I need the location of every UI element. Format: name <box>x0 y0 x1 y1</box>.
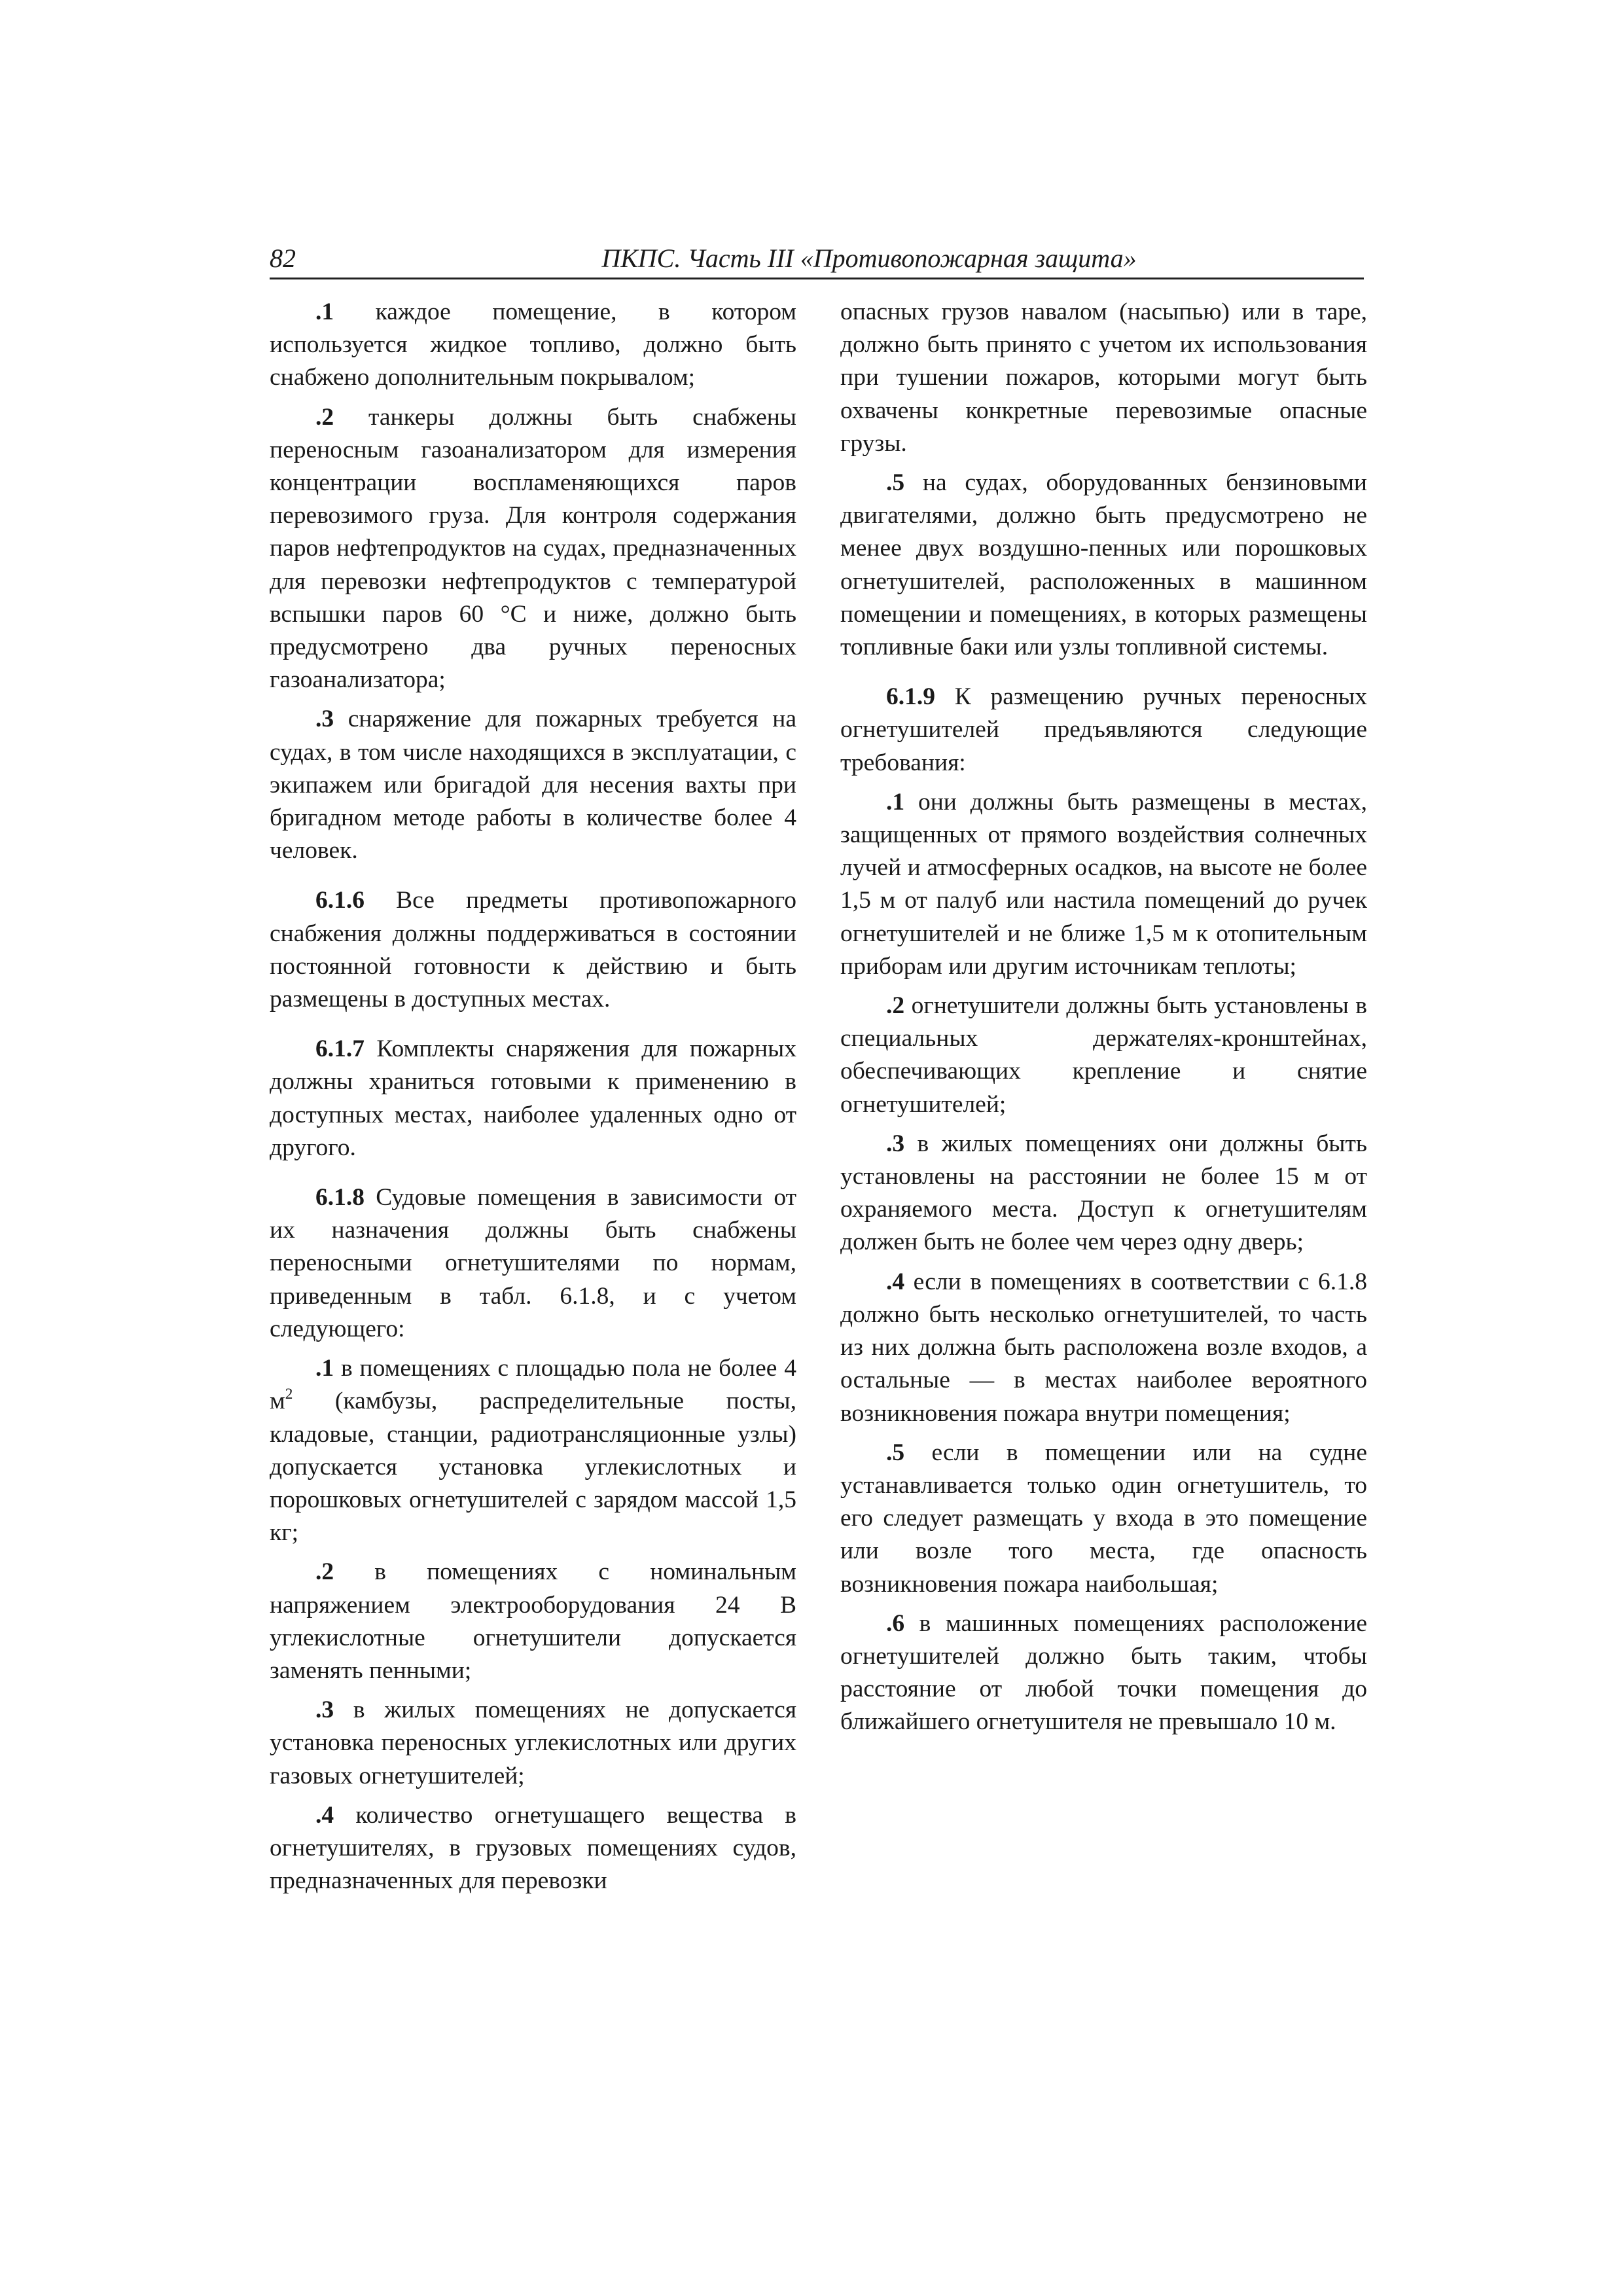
page-number: 82 <box>270 243 296 273</box>
section-number: 6.1.8 <box>315 1184 365 1211</box>
section-paragraph <box>840 681 1367 780</box>
running-title: ПКПС. Часть III «Противопожарная защита» <box>601 243 1137 273</box>
clause-paragraph <box>270 1694 796 1793</box>
clause-number: .3 <box>315 1696 334 1724</box>
section-text: Судовые помещения в зависимости от их назначения должны быть снабжены переносными огнетушителями по нормам, приведенным в табл. 6.1.8, и с учетом следующего: <box>270 1184 796 1342</box>
clause-text: в машинных помещениях расположение огнетушителей должно быть таким, чтобы расстояние от любой точки помещения до ближайшего огнетушителя не превышало 10 м. <box>840 1609 1367 1736</box>
clause-text: они должны быть размещены в местах, защищенных от прямого воздействия солнечных лучей и атмосферных осадков, на высоте не более 1,5 м от палуб или настила помещений до ручек огнетушителей и не ближе 1,5 м к отопительным приборам или другим источникам теплоты; <box>840 788 1367 980</box>
clause-number: .1 <box>886 788 905 816</box>
clause-paragraph <box>270 1556 796 1687</box>
clause-text: количество огнетушащего вещества в огнетушителях, в грузовых помещениях судов, предназначенных для перевозки <box>270 1801 796 1895</box>
clause-number: .3 <box>315 706 334 733</box>
clause-text: в помещениях с площадью пола не более 4 м <box>270 1355 796 1415</box>
section-text: Все предметы противопожарного снабжения должны поддерживаться в состоянии постоянной готовности к действию и быть размещены в доступных местах. <box>270 887 796 1013</box>
section-paragraph <box>270 1181 796 1346</box>
clause-number: .2 <box>886 992 905 1020</box>
section-text: К размещению ручных переносных огнетушителей предъявляются следующие требования: <box>840 683 1367 776</box>
clause-text: (камбузы, распределительные посты, кладовые, станции, радиотрансляционные узлы) допускается установка углекислотных и порошковых огнетушителей с зарядом массой 1,5 кг; <box>270 1388 796 1547</box>
clause-number: .4 <box>315 1801 334 1829</box>
clause-paragraph <box>840 1607 1367 1739</box>
clause-paragraph <box>840 1128 1367 1259</box>
clause-paragraph <box>840 1437 1367 1601</box>
superscript: 2 <box>285 1386 293 1403</box>
clause-text: огнетушители должны быть установлены в специальных держателях-кронштейнах, обеспечивающих крепление и снятие огнетушителей; <box>840 992 1367 1118</box>
clause-paragraph <box>840 1266 1367 1430</box>
right-column <box>840 296 1367 1746</box>
section-number: 6.1.6 <box>315 887 365 914</box>
clause-paragraph <box>270 1352 796 1549</box>
clause-text: каждое помещение, в котором используется жидкое топливо, должно быть снабжено дополнительным покрывалом; <box>270 298 796 391</box>
page-header <box>270 240 1364 279</box>
left-column <box>270 296 796 1904</box>
clause-number: .5 <box>886 469 905 497</box>
clause-number: .4 <box>886 1268 905 1295</box>
clause-paragraph <box>270 401 796 697</box>
clause-paragraph <box>270 296 796 395</box>
section-paragraph <box>270 1033 796 1164</box>
section-number: 6.1.7 <box>315 1035 365 1063</box>
section-number: 6.1.9 <box>886 683 935 711</box>
clause-text: в жилых помещениях они должны быть установлены на расстоянии не более 15 м от охраняемого места. Доступ к огнетушителям должен быть не более чем через одну дверь; <box>840 1130 1367 1256</box>
clause-text: если в помещениях в соответствии с 6.1.8 должно быть несколько огнетушителей, то часть из них должна быть расположена возле входов, а остальные — в местах наиболее вероятного возникновения пожара внутри помещения; <box>840 1268 1367 1427</box>
clause-number: .1 <box>315 298 334 325</box>
clause-text: в жилых помещениях не допускается установка переносных углекислотных или других газовых огнетушителей; <box>270 1696 796 1789</box>
clause-number: .2 <box>315 403 334 431</box>
clause-text: на судах, оборудованных бензиновыми двигателями, должно быть предусмотрено не менее двух воздушно-пенных или порошковых огнетушителей, расположенных в машинном помещении и помещениях, в которых размещены топливные баки или узлы топливной системы. <box>840 469 1367 661</box>
clause-paragraph <box>840 467 1367 664</box>
clause-number: .5 <box>886 1439 905 1466</box>
clause-text: снаряжение для пожарных требуется на судах, в том числе находящихся в эксплуатации, с экипажем или бригадой для несения вахты при бригадном методе работы в количестве более 4 человек. <box>270 706 796 865</box>
clause-paragraph <box>270 703 796 867</box>
clause-paragraph <box>270 1799 796 1898</box>
clause-number: .1 <box>315 1355 334 1382</box>
clause-text: в помещениях с номинальным напряжением электрооборудования 24 В углекислотные огнетушители допускается заменять пенными; <box>270 1558 796 1684</box>
clause-number: .3 <box>886 1130 905 1157</box>
continued-paragraph: опасных грузов навалом (насыпью) или в таре, должно быть принято с учетом их использования при тушении пожаров, которыми могут быть охвачены конкретные перевозимые опасные грузы. <box>840 298 1367 457</box>
clause-number: .2 <box>315 1558 334 1586</box>
section-paragraph <box>270 884 796 1016</box>
clause-paragraph <box>840 786 1367 983</box>
clause-text: если в помещении или на судне устанавливается только один огнетушитель, то его следует размещать у входа в это помещение или возле того места, где опасность возникновения пожара наибольшая; <box>840 1439 1367 1598</box>
clause-text: танкеры должны быть снабжены переносным газоанализатором для измерения концентрации воспламеняющихся паров перевозимого груза. Для контроля содержания паров нефтепродуктов на судах, предназначенных для перевозки нефтепродуктов с температурой вспышки паров 60 °С и ниже, должно быть предусмотрено два ручных переносных газоанализатора; <box>270 403 796 694</box>
clause-paragraph <box>840 990 1367 1121</box>
clause-number: .6 <box>886 1609 905 1637</box>
section-text: Комплекты снаряжения для пожарных должны храниться готовыми к применению в доступных местах, наиболее удаленных одно от другого. <box>270 1035 796 1161</box>
